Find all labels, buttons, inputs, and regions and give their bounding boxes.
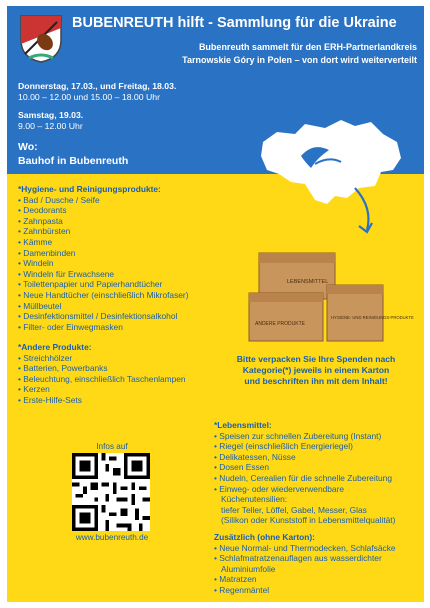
other-heading: *Andere Produkte: — [18, 342, 92, 352]
list-item: • Dosen Essen — [214, 462, 395, 473]
list-item: • Deodorants — [18, 205, 189, 216]
additional-heading: Zusätzlich (ohne Karton): — [214, 532, 315, 542]
list-item: • Schlafmatratzenauflagen aus wasserdichter — [214, 553, 396, 564]
list-item: • Zahnpasta — [18, 216, 189, 227]
list-item: • Zahnbürsten — [18, 226, 189, 237]
pack-instructions — [218, 354, 414, 387]
list-item: • Müllbeutel — [18, 301, 189, 312]
info-label: Infos auf — [96, 442, 128, 451]
hygiene-list — [18, 195, 189, 333]
pack-line-2: Kategorie(*) jeweils in einem Karton — [242, 365, 390, 375]
list-item: (Silikon oder Kunststoff in Lebensmittelqualität) — [221, 515, 396, 526]
list-item: • Delikatessen, Nüsse — [214, 452, 395, 463]
coat-of-arms-icon — [19, 14, 63, 64]
list-item: Aluminiumfolie — [221, 563, 276, 574]
ukraine-map-icon — [255, 112, 405, 232]
subtitle-line-2: Tarnowskie Góry in Polen – von dort wird weiterverteilt — [182, 54, 417, 65]
list-item: • Filter- oder Einwegmasken — [18, 322, 189, 333]
schedule-days: Samstag, 19.03. — [18, 110, 84, 120]
website-link[interactable]: www.bubenreuth.de — [75, 533, 149, 542]
list-item: • Regenmäntel — [214, 585, 396, 596]
schedule-block-1 — [18, 81, 176, 103]
qr-code-icon[interactable] — [72, 453, 150, 531]
other-list — [18, 353, 186, 406]
additional-section — [214, 532, 396, 596]
list-item: • Kämme — [18, 237, 189, 248]
food-list — [214, 431, 395, 526]
list-item: • Beleuchtung, einschließlich Taschenlampen — [18, 374, 186, 385]
page-title: BUBENREUTH hilft - Sammlung für die Ukraine — [72, 15, 397, 31]
food-heading: *Lebensmittel: — [214, 420, 272, 430]
pack-line-1: Bitte verpacken Sie Ihre Spenden nach — [236, 354, 396, 364]
subtitle — [182, 41, 417, 66]
list-item: • Damenbinden — [18, 248, 189, 259]
hygiene-section — [18, 184, 189, 332]
list-item: • Matratzen — [214, 574, 396, 585]
list-item: • Toilettenpapier und Papierhandtücher — [18, 279, 189, 290]
location-place: Bauhof in Bubenreuth — [18, 155, 129, 167]
box-label-food: LEBENSMITTEL — [287, 279, 329, 285]
list-item: • Batterien, Powerbanks — [18, 363, 186, 374]
location — [18, 140, 128, 168]
list-item: • Kerzen — [18, 384, 186, 395]
other-section — [18, 342, 186, 406]
list-item: • Speisen zur schnellen Zubereitung (Instant) — [214, 431, 395, 442]
list-item: • Streichhölzer — [18, 353, 186, 364]
list-item: • Desinfektionsmittel / Desinfektionsalkohol — [18, 311, 189, 322]
list-item: tiefer Teller, Löffel, Gabel, Messer, Glas — [221, 504, 367, 515]
list-item: • Neue Normal- und Thermodecken, Schlafsäcke — [214, 543, 396, 554]
list-item: • Erste-Hilfe-Sets — [18, 395, 186, 406]
schedule-days: Donnerstag, 17.03., und Freitag, 18.03. — [18, 81, 177, 91]
list-item: • Riegel (einschließlich Energieriegel) — [214, 441, 395, 452]
pack-line-3: und beschriften ihn mit dem Inhalt! — [244, 376, 388, 386]
box-label-hygiene: HYGIENE- UND REINIGUNGS-PRODUKTE — [331, 315, 414, 320]
schedule-times: 10.00 – 12.00 und 15.00 – 18.00 Uhr — [18, 92, 161, 102]
list-item: • Nudeln, Cerealien für die schnelle Zubereitung — [214, 473, 395, 484]
additional-list — [214, 543, 396, 596]
list-item: • Windeln — [18, 258, 189, 269]
list-item: • Neue Handtücher (einschließlich Mikrofaser) — [18, 290, 189, 301]
box-label-other: ANDERE PRODUKTE — [255, 321, 306, 327]
list-item: • Bad / Dusche / Seife — [18, 195, 189, 206]
schedule-block-2 — [18, 110, 83, 132]
list-item: Küchenutensilien: — [221, 494, 288, 505]
list-item: • Windeln für Erwachsene — [18, 269, 189, 280]
schedule-times: 9.00 – 12.00 Uhr — [18, 121, 83, 131]
donation-boxes-illustration — [245, 245, 414, 343]
hygiene-heading: *Hygiene- und Reinigungsprodukte: — [18, 184, 161, 194]
subtitle-line-1: Bubenreuth sammelt für den ERH-Partnerlandkreis — [198, 42, 417, 52]
food-section — [214, 420, 395, 526]
location-label: Wo: — [18, 141, 38, 153]
list-item: • Einweg- oder wiederverwendbare — [214, 484, 395, 495]
